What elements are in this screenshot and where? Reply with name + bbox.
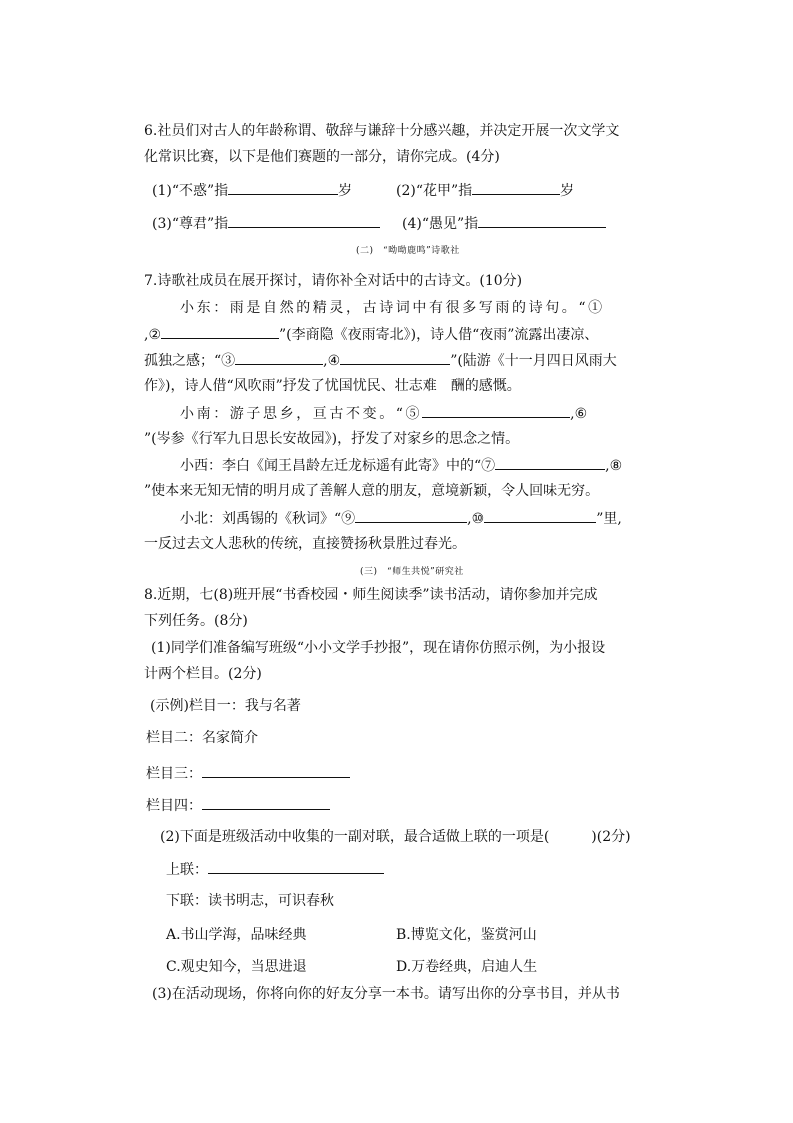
q8-sub2-text: (2)下面是班级活动中收集的一副对联，最合适做上联的一项是( — [160, 829, 550, 845]
q7-p3-line2: ”使本来无知无情的明月成了善解人意的朋友，意境新颖，令人回味无穷。 — [144, 483, 600, 499]
q7-p4-line1-end: ”里, — [596, 511, 622, 527]
q8-sub2 — [160, 827, 631, 847]
section-heading-reading: (三) “师生共悦”研究社 — [360, 567, 464, 577]
q7-p1-line1: 小东：雨是自然的精灵，古诗词中有很多写雨的诗句。“① — [180, 300, 605, 316]
q8-sub2-score: )(2分) — [591, 829, 631, 845]
q7-blank-10[interactable] — [484, 508, 596, 523]
q8-column-4-label: 栏目四： — [146, 798, 202, 814]
q7-blank-5[interactable] — [422, 403, 570, 418]
q8-option-a[interactable]: A.书山学海，品味经典 — [166, 927, 307, 943]
q6-item-2-unit: 岁 — [560, 183, 575, 199]
q7-blank-2[interactable] — [161, 324, 279, 339]
q7-blank-4[interactable] — [340, 350, 450, 365]
q8-example: (示例)栏目一：我与名著 — [150, 698, 301, 714]
q6-item-3-label: (3)“尊君”指 — [152, 216, 229, 232]
q8-sub3: (3)在活动现场，你将向你的好友分享一本书。请写出你的分享书目，并从书 — [152, 986, 620, 1002]
q7-p2-line2: ”(岑参《行军九日思长安故园》)，抒发了对家乡的思念之情。 — [144, 431, 520, 447]
q8-option-d[interactable]: D.万卷经典，启迪人生 — [396, 959, 538, 975]
q6-item-1-unit: 岁 — [338, 183, 353, 199]
q7-p1-line2-text: ”(李商隐《夜雨寄北》)，诗人借“夜雨”流露出凄凉、 — [279, 327, 599, 343]
q6-blank-3[interactable] — [228, 213, 380, 228]
q6-item-1-label: (1)“不惑”指 — [152, 183, 229, 199]
q8-upper-blank[interactable] — [208, 859, 384, 874]
q8-column-4 — [146, 795, 330, 816]
section-heading-poetry: (二) “呦呦鹿鸣”诗歌社 — [356, 246, 460, 256]
q7-blank-4-label: ,④ — [323, 353, 341, 369]
q8-column-3 — [146, 763, 350, 784]
q6-item-1 — [152, 180, 352, 201]
q7-blank-10-label: ,⑩ — [467, 511, 485, 527]
q7-p4-line2: 一反过去文人悲秋的传统，直接赞扬秋景胜过春光。 — [144, 536, 466, 552]
q7-blank-7[interactable] — [495, 455, 605, 470]
q7-blank-9[interactable] — [355, 508, 467, 523]
q6-blank-2[interactable] — [472, 180, 560, 195]
q6-stem-line2: 化常识比赛，以下是他们赛题的一部分，请你完成。(4分) — [144, 149, 500, 165]
q7-blank-5-label: 小南：游子思乡，亘古不变。“⑤ — [180, 406, 423, 422]
q8-column-3-blank[interactable] — [202, 763, 350, 778]
q8-column-4-blank[interactable] — [202, 795, 330, 810]
q8-column-2: 栏目二：名家简介 — [146, 730, 258, 746]
q7-blank-7-label: 小西：李白《闻王昌龄左迁龙标遥有此寄》中的“⑦ — [180, 458, 496, 474]
q7-p2-line1 — [180, 403, 587, 424]
q7-blank-3[interactable] — [235, 350, 323, 365]
q6-blank-4[interactable] — [478, 213, 606, 228]
q7-stem: 7.诗歌社成员在展开探讨，请你补全对话中的古诗文。(10分) — [144, 273, 523, 289]
q7-p1-line3-text: ”(陆游《十一月四日风雨大 — [450, 353, 617, 369]
q7-blank-6-label: ,⑥ — [570, 406, 588, 422]
q8-stem-line2: 下列任务。(8分) — [144, 613, 248, 629]
q6-item-4-label: (4)“愚见”指 — [402, 216, 479, 232]
q8-upper-label: 上联： — [166, 862, 208, 878]
q8-option-c[interactable]: C.观史知今，当思进退 — [166, 959, 307, 975]
q7-blank-3-label: 孤独之感；“③ — [144, 353, 236, 369]
q7-p1-line4: 作》)，诗人借“风吹雨”抒发了忧国忧民、壮志难 酬的感慨。 — [144, 378, 521, 394]
q6-item-2 — [396, 180, 574, 201]
q7-blank-2-label: ,② — [144, 327, 162, 343]
q8-sub1-line1: (1)同学们准备编写班级“小小文学手抄报”，现在请你仿照示例，为小报设 — [151, 640, 606, 656]
q7-blank-9-label: 小北：刘禹锡的《秋词》“⑨ — [180, 511, 356, 527]
q6-blank-1[interactable] — [228, 180, 338, 195]
q7-blank-8-label: ,⑧ — [605, 458, 623, 474]
q8-option-b[interactable]: B.博览文化，鉴赏河山 — [396, 927, 537, 943]
q7-p4-line1 — [180, 508, 622, 529]
q8-column-3-label: 栏目三： — [146, 766, 202, 782]
q7-p1-line3 — [144, 350, 617, 371]
q6-item-2-label: (2)“花甲”指 — [396, 183, 473, 199]
q8-upper-couplet — [166, 859, 384, 880]
q7-p3-line1 — [180, 455, 622, 476]
q6-item-3 — [152, 213, 380, 234]
q6-item-4 — [402, 213, 606, 234]
q6-stem-line1: 6.社员们对古人的年龄称谓、敬辞与谦辞十分感兴趣，并决定开展一次文学文 — [144, 123, 620, 139]
q8-stem-line1: 8.近期，七(8)班开展“书香校园・师生阅读季”读书活动，请你参加并完成 — [144, 587, 598, 603]
q8-sub1-line2: 计两个栏目。(2分) — [144, 666, 262, 682]
q7-p1-line2 — [144, 324, 598, 345]
q8-lower-couplet: 下联：读书明志，可识春秋 — [166, 893, 334, 909]
